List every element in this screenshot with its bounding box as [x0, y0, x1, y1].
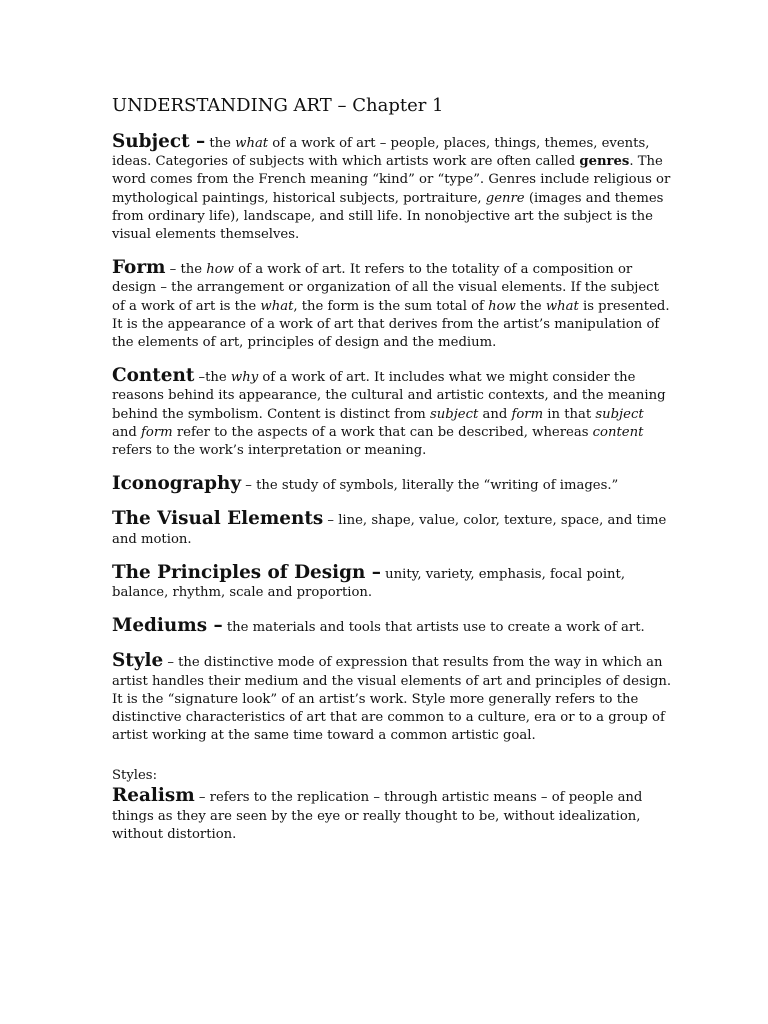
term-iconography: Iconography: [112, 473, 242, 495]
definition-text: of a work of art. It refers to the totality of a composition or design – the arrangement or organization of all the visual elements. If the subject of a work of art is the: [112, 262, 659, 314]
definition-emphasis: genre: [485, 190, 525, 206]
definition-text: – refers to the replication – through artistic means – of people and things as they are seen by the eye or really thought to be, without idealization, without distortion.: [112, 790, 643, 842]
definition-text: of a work of art – people, places, things, themes, events, ideas. Categories of subjects with which artists work are often called: [112, 136, 650, 170]
document-page: [112, 93, 672, 859]
entry-mediums: [112, 617, 672, 637]
definition-text: – the study of symbols, literally the “writing of images.”: [241, 478, 619, 494]
definition-text: the: [205, 136, 236, 151]
definition-emphasis: what: [260, 298, 294, 314]
styles-label: Styles:: [112, 768, 158, 784]
definition-text: –the: [194, 370, 231, 386]
definition-text: – the: [165, 262, 207, 278]
definition-text: – line, shape, value, color, texture, space, and time and motion.: [112, 513, 667, 547]
term-content: Content: [112, 365, 195, 387]
term-visual-elements: The Visual Elements: [112, 508, 324, 530]
term-mediums: Mediums –: [112, 615, 223, 637]
definition-emphasis: how: [206, 262, 234, 278]
definition-emphasis: content: [592, 424, 644, 440]
definition-emphasis: how: [488, 298, 516, 314]
definition-text: . The word comes from the French meaning “kind” or “type”. Genres include religious or mythological paintings, historical subjects, portraiture,: [112, 154, 671, 206]
term-form: Form: [112, 257, 166, 279]
definition-emphasis: form: [141, 424, 173, 440]
definition-text: – the distinctive mode of expression that results from the way in which an artist handles their medium and the visual elements of art and principles of design. It is the “signature look” of an artist’s work. Style more generally refers to the distinctive characteristics of art that are common to a culture, era or to a group of artist working at the same time toward a common artistic goal.: [112, 655, 672, 744]
definition-text: refer to the aspects of a work that can be described, whereas: [172, 424, 593, 440]
term-realism: Realism: [112, 785, 195, 807]
definition-text: is presented. It is the appearance of a work of art that derives from the artist’s manipulation of the elements of art, principles of design and the medium.: [112, 298, 670, 351]
definition-text: the materials and tools that artists use to create a work of art.: [222, 620, 645, 636]
definition-emphasis: subject: [430, 406, 479, 422]
term-style: Style: [112, 650, 164, 672]
definition-emphasis: why: [230, 370, 259, 386]
term-subject: Subject –: [112, 131, 206, 152]
definition-text: refers to the work’s interpretation or meaning.: [112, 443, 427, 459]
definition-text: the: [515, 298, 546, 314]
entry-realism: [112, 787, 672, 844]
definition-text: unity, variety, emphasis, focal point, balance, rhythm, scale and proportion.: [112, 566, 626, 601]
entry-visual-elements: [112, 510, 672, 548]
definition-emphasis: subject: [595, 406, 644, 422]
definition-emphasis: form: [511, 406, 544, 422]
entry-content: [112, 367, 672, 460]
definition-text: of a work of art. It includes what we might consider the reasons behind its appearance, the cultural and artistic contexts, and the meaning behind the symbolism. Content is distinct from: [112, 370, 666, 422]
entry-style: [112, 652, 672, 745]
definition-text: , the form is the sum total of: [293, 298, 489, 314]
term-principles-of-design: The Principles of Design –: [112, 561, 381, 583]
definition-text: (images and themes from ordinary life), landscape, and still life. In nonobjective art the subject is the visual elements themselves.: [112, 190, 664, 243]
definition-text: and: [478, 406, 512, 422]
definition-emphasis: what: [545, 298, 579, 314]
entry-iconography: [112, 475, 672, 495]
entry-principles-of-design: [112, 561, 672, 602]
document-title: UNDERSTANDING ART – Chapter 1: [112, 95, 444, 116]
definition-text: in that: [543, 406, 596, 422]
entry-form: [112, 259, 672, 352]
definition-bold: genres: [579, 154, 630, 170]
definition-emphasis: what: [235, 136, 269, 151]
definition-text: and: [112, 424, 141, 440]
entry-subject: [112, 133, 672, 244]
